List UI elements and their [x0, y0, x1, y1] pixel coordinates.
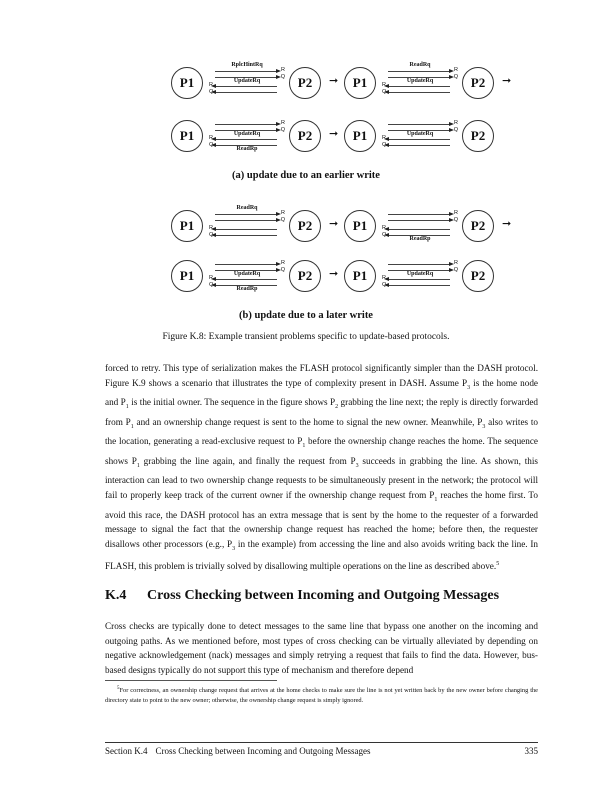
section-heading: [105, 588, 499, 604]
message-label: UpdateRq: [233, 131, 261, 137]
footnote-divider: [105, 680, 277, 681]
step-arrow-icon: ➞: [502, 218, 512, 230]
arrow-left-icon: [388, 139, 450, 140]
message-label: UpdateRq: [406, 131, 434, 137]
diagram-panel: [171, 115, 321, 155]
page-number: 335: [524, 746, 538, 756]
arrow-left-icon: [215, 139, 277, 140]
arrow-left-icon: [215, 279, 277, 280]
diagram-row-b1: [171, 205, 512, 245]
step-arrow-icon: ➞: [502, 75, 512, 87]
node-p2: P2: [289, 67, 321, 99]
node-p2: P2: [462, 210, 494, 242]
diagram-panel: [344, 115, 494, 155]
diagram-panel: [171, 255, 321, 295]
arrow-right-icon: [388, 71, 450, 72]
message-channel: ReadRq R Q R Q: [209, 205, 285, 238]
message-channel: RplcHintRq R Q UpdateRq R Q: [209, 62, 285, 95]
node-p2: P2: [462, 67, 494, 99]
arrow-right-icon: [388, 214, 450, 215]
subfigure-caption-b: (b) update due to a later write: [239, 310, 373, 321]
arrow-right-icon: [388, 220, 450, 221]
arrow-left-icon: [215, 92, 277, 93]
diagram-panel: [344, 205, 494, 245]
message-channel: R Q UpdateRq R Q ReadRp: [209, 260, 285, 292]
node-p2: P2: [462, 120, 494, 152]
arrow-right-icon: [215, 214, 277, 215]
diagram-panel: [344, 255, 494, 295]
message-label: RplcHintRq: [231, 62, 263, 68]
arrow-left-icon: [388, 229, 450, 230]
arrow-left-icon: [388, 279, 450, 280]
arrow-right-icon: [388, 124, 450, 125]
footnote-reference[interactable]: 5: [496, 560, 500, 567]
message-label: ReadRq: [236, 205, 258, 211]
page-footer: [105, 746, 538, 756]
diagram-panel: [171, 205, 321, 245]
node-p1: P1: [171, 210, 203, 242]
message-channel: R Q UpdateRq R Q: [382, 260, 458, 288]
arrow-left-icon: [388, 285, 450, 286]
message-label: UpdateRq: [233, 78, 261, 84]
node-p2: P2: [289, 260, 321, 292]
node-p2: P2: [289, 120, 321, 152]
message-channel: R Q UpdateRq R Q ReadRp: [209, 120, 285, 152]
message-label: ReadRp: [409, 236, 431, 242]
message-label: UpdateRq: [406, 271, 434, 277]
arrow-right-icon: [215, 220, 277, 221]
footnote-text: For correctness, an ownership change request that arrives at the home checks to make sure the line is not yet written back by the new owner before changing the directory state to point to the new owner; otherwise, the ownership change request is simply ignored.: [105, 687, 538, 704]
arrow-right-icon: [388, 264, 450, 265]
diagram-panel: [171, 62, 321, 102]
node-p1: P1: [344, 67, 376, 99]
footer-divider: [105, 742, 538, 743]
footer-title: Cross Checking between Incoming and Outgoing Messages: [155, 746, 371, 756]
message-label: ReadRp: [236, 146, 258, 152]
node-p2: P2: [462, 260, 494, 292]
arrow-right-icon: [215, 124, 277, 125]
message-channel: ReadRq R Q UpdateRq R Q: [382, 62, 458, 95]
diagram-panel: [344, 62, 494, 102]
paragraph-cross-checks: Cross checks are typically done to detect messages to the same line that bypass one another on the incoming and outgoing paths. As we mentioned before, most types of cross checking can be virtually alleviated by depending on negative acknowledgement (nack) messages and simply retrying a request that fails to find the data. However, bus-based designs typically do not support this type of mechanism and therefore depend: [105, 621, 538, 676]
node-p2: P2: [289, 210, 321, 242]
arrow-left-icon: [388, 86, 450, 87]
step-arrow-icon: ➞: [329, 218, 339, 230]
footnote-mark: 5: [117, 686, 120, 691]
step-arrow-icon: ➞: [329, 268, 339, 280]
footer-section: Section K.4: [105, 746, 148, 756]
node-p1: P1: [344, 260, 376, 292]
message-label: UpdateRq: [233, 271, 261, 277]
message-label: UpdateRq: [406, 78, 434, 84]
step-arrow-icon: ➞: [329, 75, 339, 87]
footnote: [105, 684, 538, 705]
arrow-left-icon: [215, 235, 277, 236]
message-channel: R Q UpdateRq R Q: [382, 120, 458, 148]
node-p1: P1: [171, 260, 203, 292]
message-label: ReadRq: [409, 62, 431, 68]
message-channel: R Q R Q ReadRp: [382, 210, 458, 242]
subfigure-caption-a: (a) update due to an earlier write: [232, 170, 380, 181]
message-label: ReadRp: [236, 286, 258, 292]
arrow-right-icon: [215, 71, 277, 72]
step-arrow-icon: ➞: [329, 128, 339, 140]
node-p1: P1: [344, 120, 376, 152]
arrow-left-icon: [388, 145, 450, 146]
node-p1: P1: [171, 67, 203, 99]
diagram-row-b2: [171, 255, 501, 295]
arrow-left-icon: [215, 86, 277, 87]
arrow-right-icon: [215, 264, 277, 265]
node-p1: P1: [171, 120, 203, 152]
arrow-left-icon: [215, 229, 277, 230]
arrow-left-icon: [388, 92, 450, 93]
diagram-row-a1: [171, 62, 512, 102]
section-number: K.4: [105, 588, 127, 603]
section-title: Cross Checking between Incoming and Outgoing Messages: [147, 588, 500, 603]
diagram-row-a2: [171, 115, 501, 155]
paragraph-serialization: forced to retry. This type of serialization makes the FLASH protocol significantly simpler than the DASH protocol. Figure K.9 shows a scenario that illustrates the type of complexity present in DASH. Assume $P_3$ is the home node and $P_1$ is the initial owner. The sequence in the figure shows $P_2$ grabbing the line next; the reply is directly forwarded from $P_1$ and an ownership change request is sent to the home to signal the new owner. Meanwhile, $P_3$ also writes to the location, generating a read-exclusive request to $P_1$ before the ownership change reaches the home. The sequence shows $P_1$ grabbing the line again, and finally the request from $P_3$ succeeds in grabbing the line. As shown, this interaction can lead to two ownership change requests to be simultaneously present in the network; the protocol will fail to properly keep track of the current owner if the ownership change request from $P_1$ reaches the home first. To avoid this race, the DASH protocol has an extra message that is sent by the home to the requester of a forwarded message to signal the fact that the ownership change request has reached the home; before then, the requester disallows other processors (e.g., $P_3$ in the example) from accessing the line and also avoids writing back the line. In FLASH, this problem is trivially solved by disallowing multiple operations on the line as described above.$^5$: [105, 363, 539, 571]
figure-caption: Figure K.8: Example transient problems specific to update-based protocols.: [162, 332, 450, 342]
node-p1: P1: [344, 210, 376, 242]
